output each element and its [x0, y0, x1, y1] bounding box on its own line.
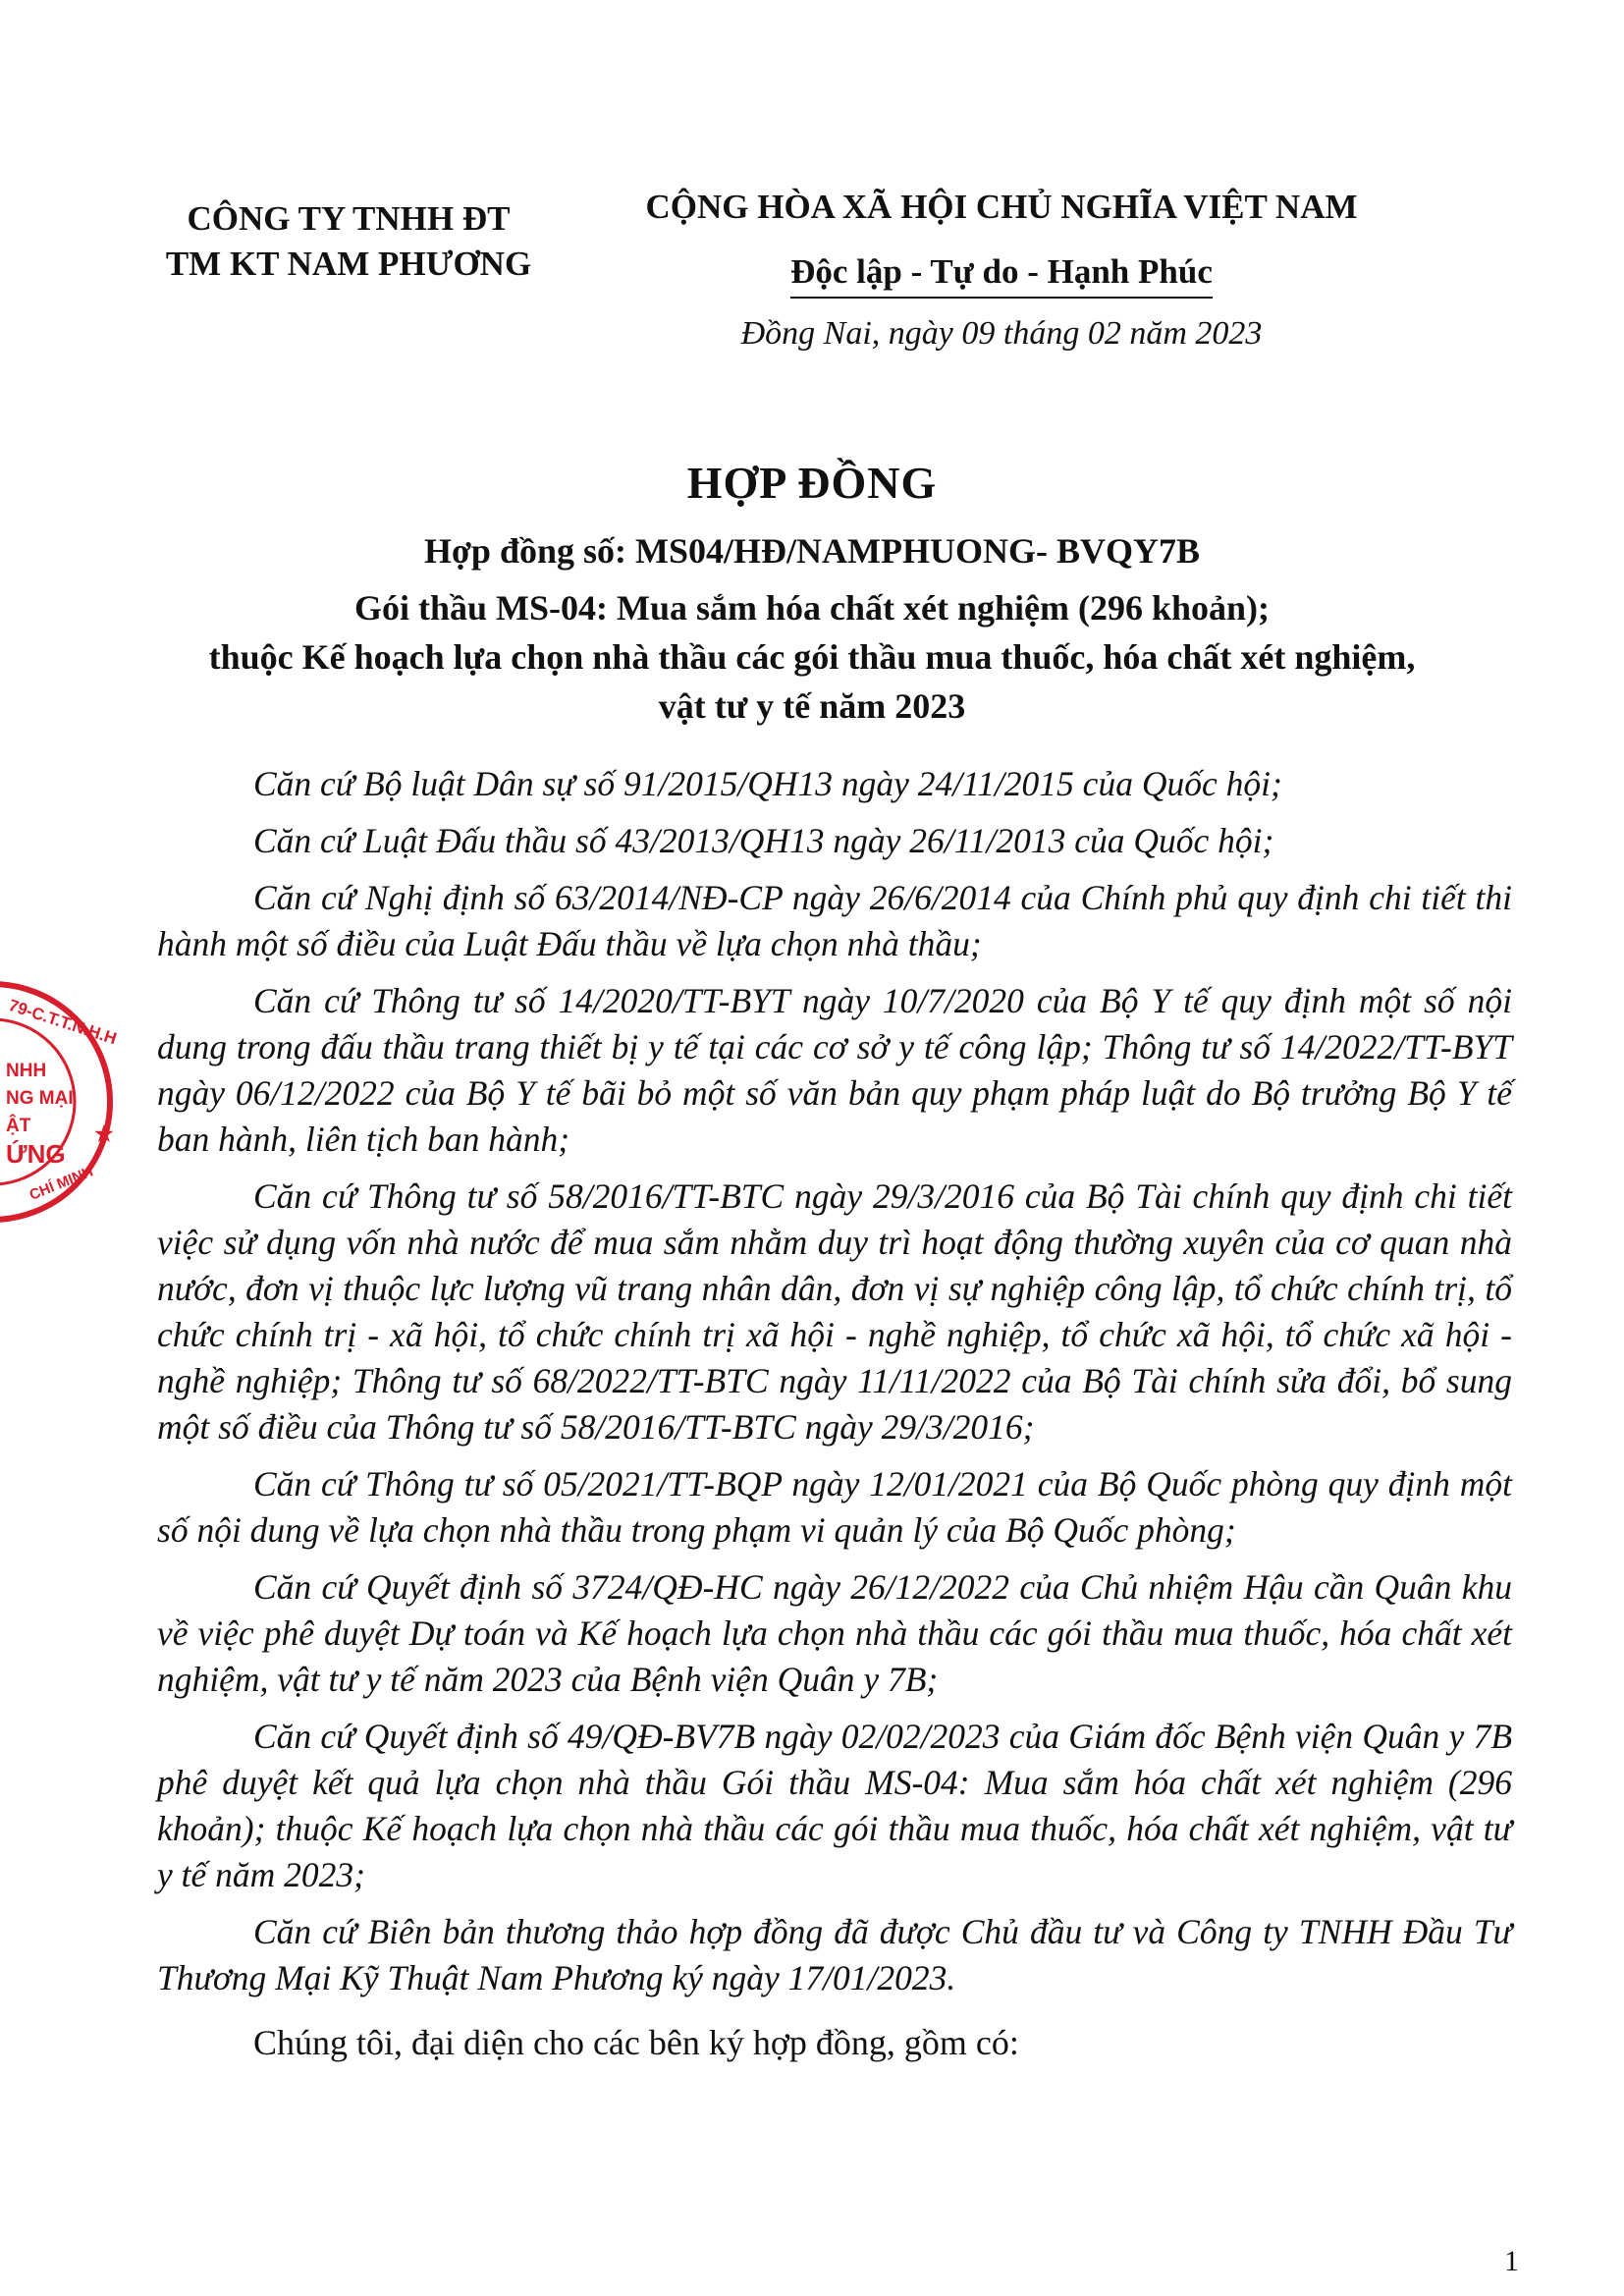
bid-package: Gói thầu MS-04: Mua sắm hóa chất xét nghiệm (296 khoản); — [353, 588, 1271, 628]
document-title: HỢP ĐỒNG — [686, 458, 938, 508]
company-name-line2: TM KT NAM PHƯƠNG — [165, 245, 532, 283]
national-header — [628, 185, 1375, 355]
plan-line-2: vật tư y tế năm 2023 — [658, 686, 966, 726]
legal-bases — [157, 761, 1512, 2066]
legal-basis-paragraph: Căn cứ Thông tư số 05/2021/TT-BQP ngày 12/01/2021 của Bộ Quốc phòng quy định một số nội dung về lựa chọn nhà thầu trong phạm vi quản lý của Bộ Quốc phòng; — [157, 1464, 1512, 1550]
seal-text-line4: ỨNG — [6, 1139, 66, 1169]
legal-basis-paragraph: Căn cứ Luật Đấu thầu số 43/2013/QH13 ngày 26/11/2013 của Quốc hội; — [253, 821, 1274, 860]
seal-text-line1: NHH — [6, 1061, 47, 1081]
page-number: 1 — [1504, 2245, 1519, 2277]
legal-basis-paragraph: Căn cứ Bộ luật Dân sự số 91/2015/QH13 ngày 24/11/2015 của Quốc hội; — [253, 764, 1282, 803]
legal-basis-paragraph: Căn cứ Quyết định số 49/QĐ-BV7B ngày 02/02/2023 của Giám đốc Bệnh viện Quân y 7B phê duyệt kết quả lựa chọn nhà thầu Gói thầu MS-04: Mua sắm hóa chất xét nghiệm (296 khoản); thuộc Kế hoạch lựa chọn nhà thầu các gói thầu mua thuốc, hóa chất xét nghiệm, vật tư y tế năm 2023; — [157, 1717, 1512, 1894]
parties-intro: Chúng tôi, đại diện cho các bên ký hợp đồng, gồm có: — [253, 2023, 1019, 2062]
nation-title: CỘNG HÒA XÃ HỘI CHỦ NGHĨA VIỆT NAM — [645, 188, 1358, 226]
seal-text-bottom: CHÍ MINH — [27, 1163, 96, 1204]
plan-line-1: thuộc Kế hoạch lựa chọn nhà thầu các gói thầu mua thuốc, hóa chất xét nghiệm, — [208, 637, 1416, 677]
seal-text-line3: ẬT — [6, 1116, 31, 1136]
contract-number: Hợp đồng số: MS04/HĐ/NAMPHUONG- BVQY7B — [424, 531, 1200, 571]
seal-star-icon: ★ — [94, 1121, 114, 1146]
motto: Độc lập - Tự do - Hạnh Phúc — [790, 249, 1213, 299]
legal-basis-paragraph: Căn cứ Thông tư số 58/2016/TT-BTC ngày 29/3/2016 của Bộ Tài chính quy định chi tiết việc sử dụng vốn nhà nước để mua sắm nhằm duy trì hoạt động thường xuyên của cơ quan nhà nước, đơn vị thuộc lực lượng vũ trang nhân dân, đơn vị sự nghiệp công lập, tổ chức chính trị, tổ chức chính trị - xã hội, tổ chức chính trị xã hội - nghề nghiệp, tổ chức xã hội, tổ chức xã hội - nghề nghiệp; Thông tư số 68/2022/TT-BTC ngày 11/11/2022 của Bộ Tài chính sửa đổi, bổ sung một số điều của Thông tư số 58/2016/TT-BTC ngày 29/3/2016; — [157, 1176, 1512, 1447]
legal-basis-paragraph: Căn cứ Thông tư số 14/2020/TT-BYT ngày 10/7/2020 của Bộ Y tế quy định một số nội dung trong đấu thầu trang thiết bị y tế tại các cơ sở y tế công lập; Thông tư số 14/2022/TT-BYT ngày 06/12/2022 của Bộ Y tế bãi bỏ một số văn bản quy phạm pháp luật do Bộ trưởng Bộ Y tế ban hành, liên tịch ban hành; — [157, 981, 1512, 1159]
legal-basis-paragraph: Căn cứ Quyết định số 3724/QĐ-HC ngày 26/12/2022 của Chủ nhiệm Hậu cần Quân khu về việc phê duyệt Dự toán và Kế hoạch lựa chọn nhà thầu các gói thầu mua thuốc, hóa chất xét nghiệm, vật tư y tế năm 2023 của Bệnh viện Quân y 7B; — [157, 1567, 1512, 1699]
company-header — [142, 196, 555, 287]
seal-text-line2: NG MẠI — [6, 1088, 74, 1109]
company-name-line1: CÔNG TY TNHH ĐT — [187, 199, 511, 238]
title-block — [147, 454, 1477, 731]
legal-basis-paragraph: Căn cứ Nghị định số 63/2014/NĐ-CP ngày 26/6/2014 của Chính phủ quy định chi tiết thi hành một số điều của Luật Đấu thầu về lựa chọn nhà thầu; — [157, 878, 1512, 963]
seal-text-top: 79-C.T.T.N.H.H — [6, 996, 120, 1049]
legal-basis-paragraph: Căn cứ Biên bản thương thảo hợp đồng đã được Chủ đầu tư và Công ty TNHH Đầu Tư Thương Mại Kỹ Thuật Nam Phương ký ngày 17/01/2023. — [157, 1912, 1512, 1997]
place-date: Đồng Nai, ngày 09 tháng 02 năm 2023 — [740, 315, 1263, 352]
company-seal-stamp — [0, 955, 120, 1249]
